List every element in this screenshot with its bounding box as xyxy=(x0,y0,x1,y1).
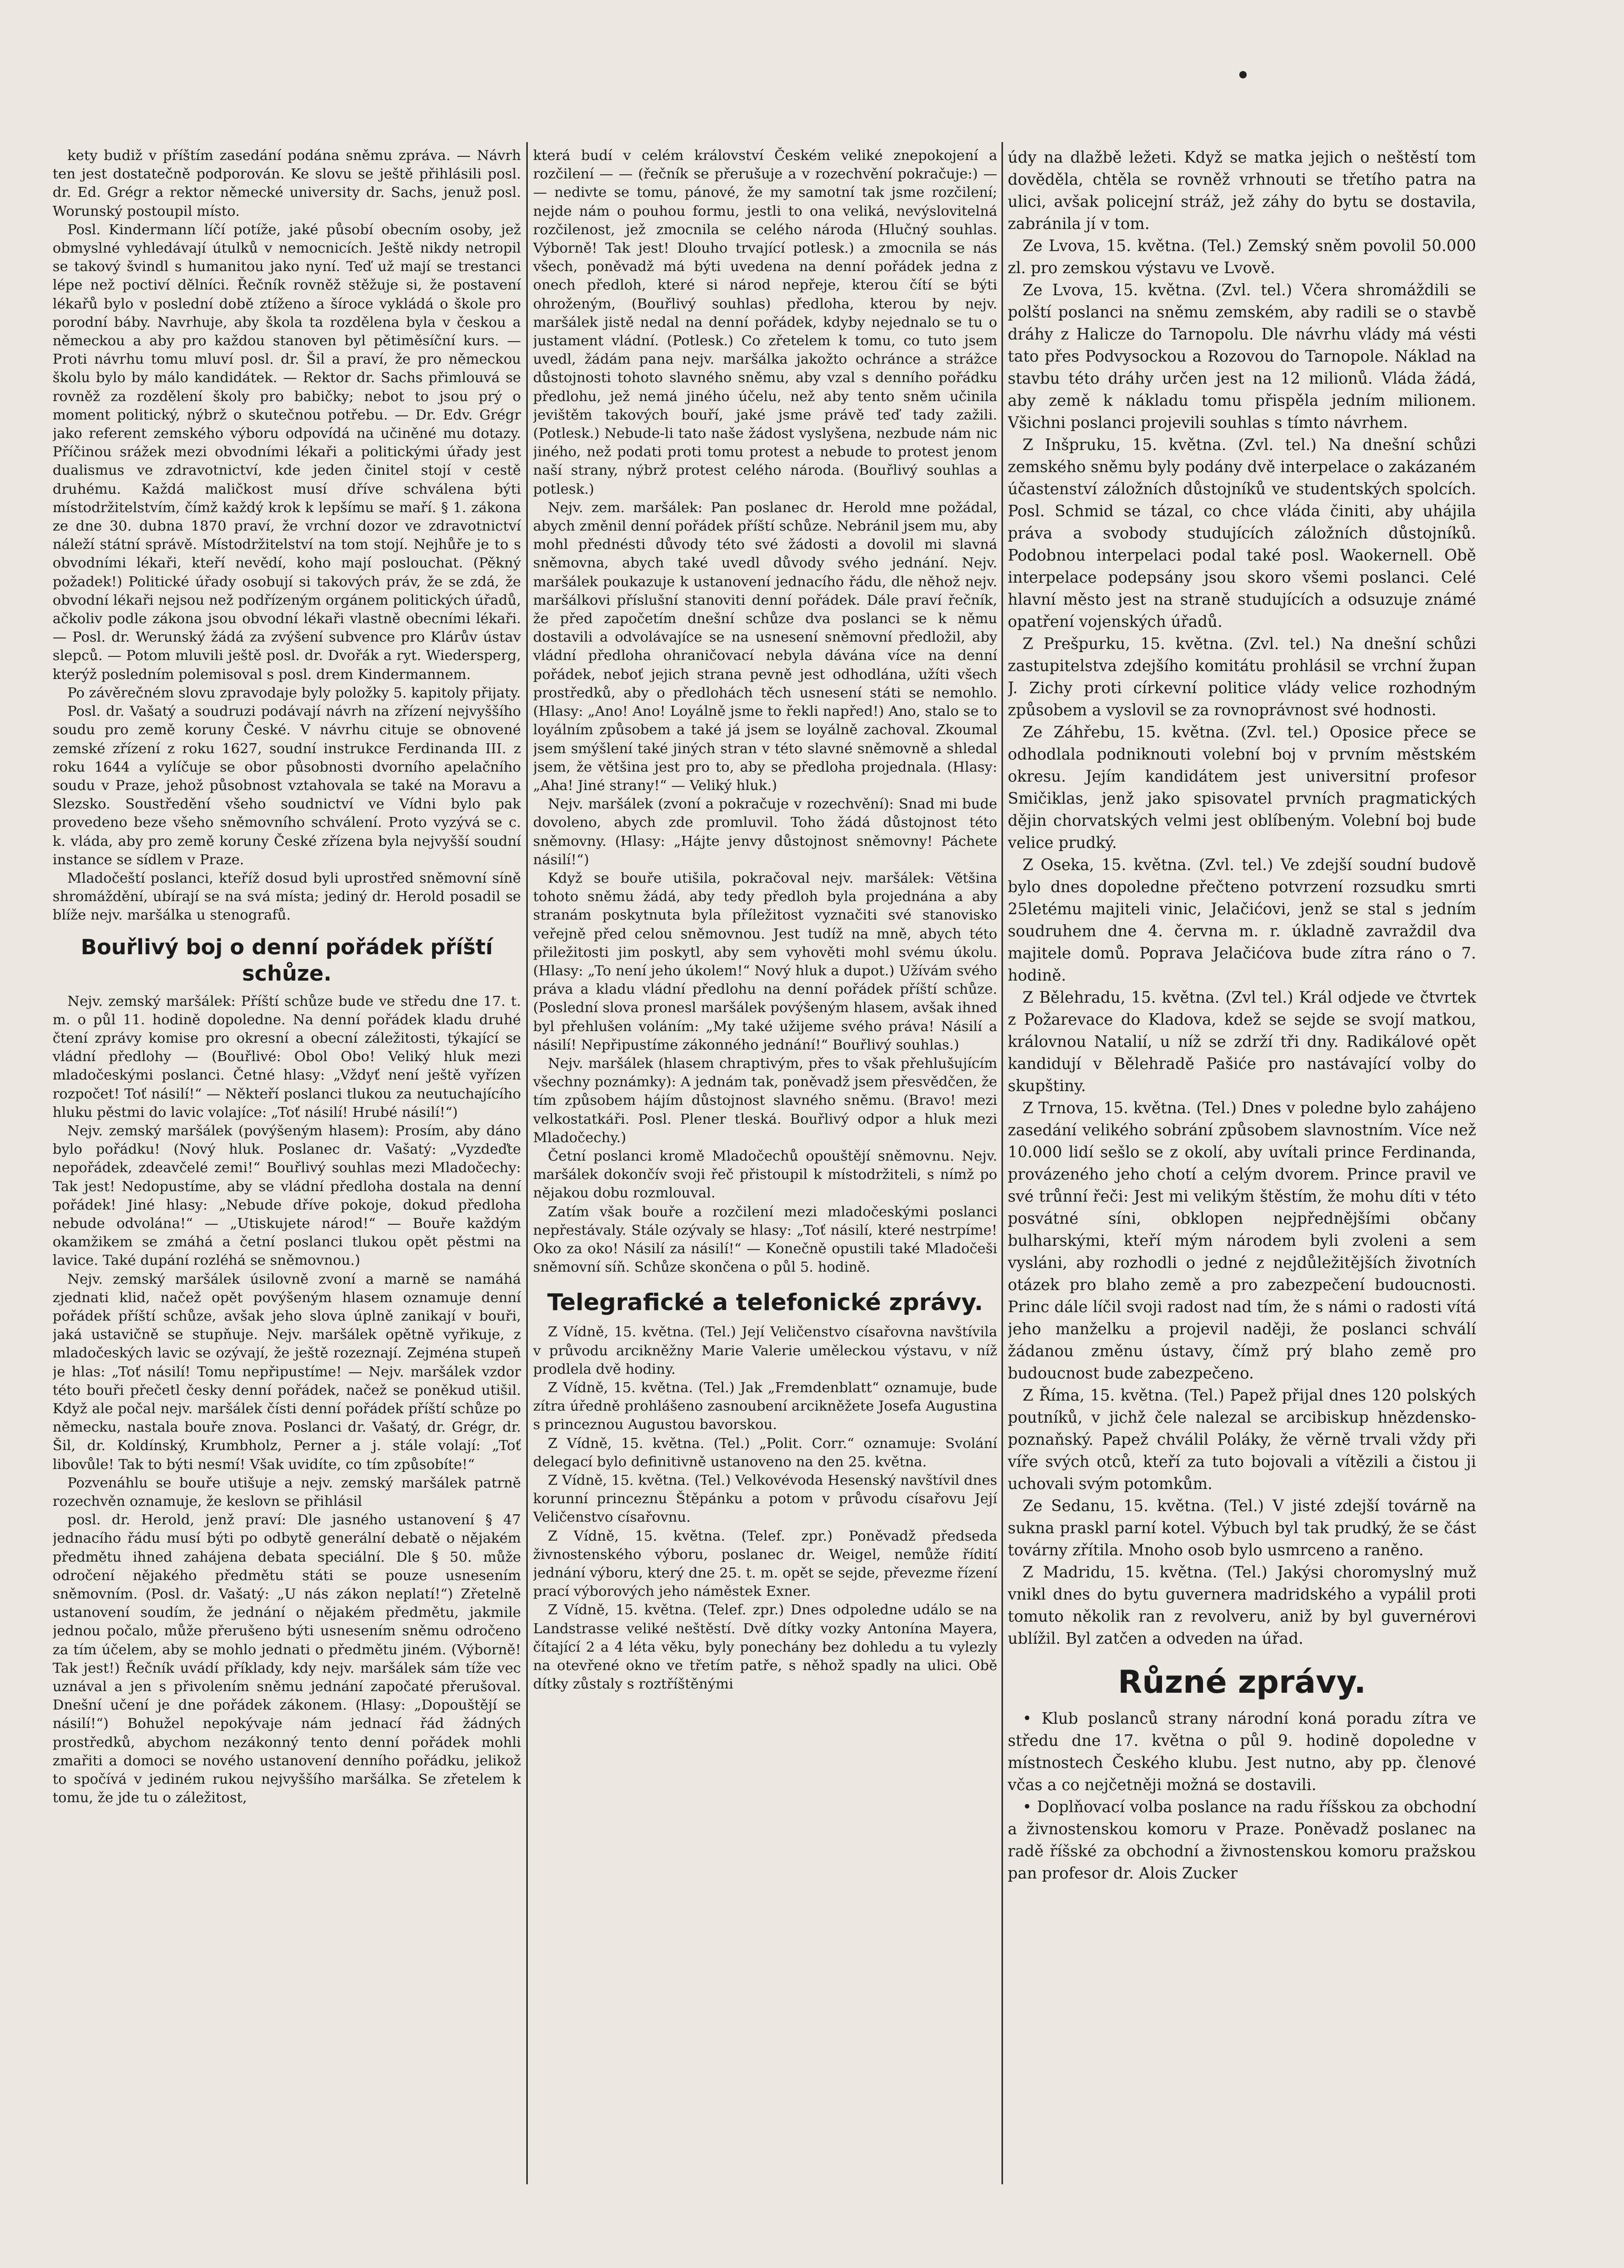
column-2 xyxy=(533,146,997,2231)
column-rule-2 xyxy=(1001,142,1003,2184)
news-item: • Doplňovací volba poslance na radu říšskou za obchodní a živnostenskou komoru v Praze. Poněvadž poslanec na radě říšské za obchodní a živnostenskou komoru pražskou pan profesor dr. Alois Zucker xyxy=(1008,1798,1476,1882)
column-rule-1 xyxy=(526,142,528,2184)
telegram-item: Ze Lvova, 15. května. (Zvl. tel.) Včera shromáždili se polští poslanci na sněmu zemském, aby radili se o stavbě dráhy z Halicze do Tarnopolu. Dle návrhu vlády má vésti tato přes Podvysockou a Rozovou do Tarnopole. Náklad na stavbu této dráhy určen jest na 12 milionů. Vláda žádá, aby země k nákladu tomu přispěla jedním milionem. Všichni poslanci projevili souhlas s tímto návrhem. xyxy=(1008,281,1476,432)
paragraph: kety budiž v příštím zasedání podána sněmu zpráva. — Návrh ten jest dostatečně podporován. Ke slovu se ještě přihlásili posl. dr. Ed. Grégr a rektor německé university dr. Sachs, jenuž posl. Worunský postoupil místo. xyxy=(53,147,521,219)
paragraph: Posl. dr. Vašatý a soudruzi podávají návrh na zřízení nejvyššího soudu pro země koruny České. V návrhu cituje se obnovené zemské zřízení z roku 1627, soudní instrukce Ferdinanda III. z roku 1644 a vylíčuje se obor působnosti dvorního apelačního soudu v Praze, jehož působnost vztahovala se také na Moravu a Slezsko. Soustředění všeho soudnictví ve Vídni bylo pak provedeno beze všeho sněmovního schválení. Proto vyzývá se c. k. vláda, aby pro země koruny České zřízena byla nejvyšší soudní instance se sídlem v Praze. xyxy=(53,703,521,868)
telegram-item: Z Vídně, 15. května. (Tel.) Jak „Fremdenblatt“ oznamuje, bude zítra úředně prohlášeno zasnoubení arcikněžete Josefa Augustina s princeznou Augustou bavorskou. xyxy=(533,1380,997,1433)
paragraph: Po závěrečném slovu zpravodaje byly položky 5. kapitoly přijaty. xyxy=(67,684,521,701)
paragraph: Pozvenáhlu se bouře utišuje a nejv. zemský maršálek patrně rozechvěn oznamuje, že keslovn se přihlásil xyxy=(53,1474,521,1510)
news-item: • Klub poslanců strany národní koná poradu zítra ve středu dne 17. května o půl 9. hodině dopoledne v místnostech Českého klubu. Jest nutno, aby pp. členové včas a co nejčetněji možná se dostavili. xyxy=(1008,1710,1476,1794)
paragraph: Nejv. zemský maršálek (povýšeným hlasem): Prosím, aby dáno bylo pořádku! (Nový hluk. Poslanec dr. Vašatý: „Vyzdeďte nepořádek, zdeavčelé zemi!“ Bouřlivý souhlas mezi Mladočechy: Tak jest! Nedopustíme, aby se vládní předloha dostala na denní pořádek! Jiné hlasy: „Nebude dříve pokoje, dokud předloha nebude odvolána!“ — „Utiskujete národ!“ — Bouře každým okamžikem se zmáhá a četní poslanci tlukou opět pěstmi na lavice. Také dupání rozléhá se sněmovnou.) xyxy=(53,1122,521,1269)
paragraph: Nejv. zemský maršálek úsilovně zvoní a marně se namáhá zjednati klid, načež opět povýšeným hlasem oznamuje denní pořádek příští schůze, avšak jeho slova úplně zanikají v bouři, jaká ustavičně se stupňuje. Nejv. maršálek opětně vyřikuje, z mladočeských lavic se ozývají, že ještě rozeznají. Zejména stupeň je hlas: „Toť násilí! Tomu nepřipustíme! — Nejv. maršálek vzdor této bouři přečetl česky denní pořádek, načež se poněkud utišil. Když ale počal nejv. maršálek čísti denní pořádek příští schůze po německu, nastala bouře znova. Poslanci dr. Vašatý, dr. Grégr, dr. Šil, dr. Koldínský, Krumbholz, Perner a j. stále volají: „Toť libovůle! Tak to býti nesmí! Však uvidíte, co tím způsobíte!“ xyxy=(53,1271,521,1473)
paragraph: údy na dlažbě ležeti. Když se matka jejich o neštěstí tom dověděla, chtěla se rovněž vrhnouti se třetího patra na ulici, avšak policejní stráž, jež záhy do bytu se dostavila, zabránila jí v tom. xyxy=(1008,148,1476,233)
ink-dot xyxy=(1239,71,1247,78)
section-heading: Různé zprávy. xyxy=(1118,1664,1366,1701)
telegram-item: Z Vídně, 15. května. (Telef. zpr.) Dnes odpoledne událo se na Landstrasse veliké neštěstí. Dvě dítky vozky Antonína Mayera, čítající 2 a 4 léta věku, byly ponechány bez dohledu a tu vylezly na otevřené okno ve třetím patře, s něhož spadly na ulici. Obě dítky zůstaly s roztříštěnými xyxy=(533,1602,997,1693)
paragraph: posl. dr. Herold, jenž praví: Dle jasného ustanovení § 47 jednacího řádu musí býti po odbytě generální debatě o nějakém předmětu ihned zahájena debata speciální. Dle § 50. může odročení nějakého předmětu státi se pouze usnesením sněmovním. (Posl. dr. Vašatý: „U nás zákon neplatí!“) Zřetelně ustanovení soudím, že jednání o nějakém předmětu, jakmile jednou počalo, může přerušeno býti usnesením sněmu odročeno za tím účelem, aby se mohlo jednati o předmětu jiném. (Výborně! Tak jest!) Řečník uvádí příklady, kdy nejv. maršálek sám tíže vec uznával a jen s přivolením sněmu jednání započaté přerušoval. Dnešní učení je dne pořádek zákonem. (Hlasy: „Dopouštějí se násilí!“) Bohužel nepokývaje nám jednací řád žádných prostředků, abychom nezákonný tento denní pořádek mohli zmařiti a domoci se nového ustanovení denního pořádku, jelikož to spočívá v jediném rukou nejvyššího maršálka. Se zřetelem k tomu, že jde tu o záležitost, xyxy=(53,1512,521,1806)
telegram-item: Z Vídně, 15. května. (Tel.) „Polit. Corr.“ oznamuje: Svolání delegací bylo definitivně ustanoveno na den 25. května. xyxy=(533,1435,997,1470)
paragraph: Nejv. maršálek (zvoní a pokračuje v rozechvění): Snad mi bude dovoleno, abych zde promluvil. Toho žádá důstojnost této sněmovny. (Hlasy: „Hájte jenvy důstojnost sněmovny! Páchete násilí!“) xyxy=(533,796,997,868)
paragraph: Nejv. zem. maršálek: Pan poslanec dr. Herold mne požádal, abych změnil denní pořádek příští schůze. Nebránil jsem mu, aby mohl přednésti důvody této své žádosti a dovolil mi slavná sněmovna, abych také uvedl důvody svého jednání. Nejv. maršálek poukazuje k ustanovení jednacího řádu, dle něhož nejv. maršálkovi příslušní stanoviti denní pořádek. Dále praví řečník, že před započetím dnešní schůze dva poslanci se k němu dostavili a odvolávajíce se na usnesení sněmovní předložil, aby vládní předloha ohraničovací nebyla dávána více na denní pořádek, neboť jejich strana pevně jest odhodlána, užíti všech prostředků, aby o předlohách těch usnesení státi se nemohlo. (Hlasy: „Ano! Ano! Loyálně jsme to řekli napřed!) Ano, stalo se to loyálním způsobem a také já jsem se loyálně zachoval. Zkoumal jsem smýšlení také jiných stran v této slavné sněmovně a shledal jsem, že většina jest pro to, aby se předloha projednala. (Hlasy: „Aha! Jiné strany!“ — Veliký hluk.) xyxy=(533,499,997,794)
paragraph: která budí v celém království Českém veliké znepokojení a rozčilení — — (řečník se přerušuje a v rozechvění pokračuje:) — — nedivte se tomu, pánové, že my samotní tak jsme rozčilení; nejde nám o pouhou formu, jestli to ona veliká, nevýslovitelná rozčilenost, jež zmocnila se celého národa (Hlučný souhlas. Výborně! Tak jest! Dlouho trvající potlesk.) a zmocnila se nás všech, poněvadž má býti uvedena na denní pořádek jedna z onech předloh, které si národ nepřeje, kterou čítí se býti ohroženým, (Bouřlivý souhlas) předloha, kterou by nejv. maršálek jistě nedal na denní pořádek, kdyby nejednalo se tu o justament vládní. (Potlesk.) Co zřetelem k tomu, co tuto jsem uvedl, žádám pana nejv. maršálka jakožto ochránce a strážce důstojnosti tohoto slavného sněmu, aby vzal s denního pořádku předlohu, jež nemá jiného účelu, než aby tento sněm učinila jevištěm takových bouří, jaké jsme právě teď tady zažili. (Potlesk.) Nebude-li tato naše žádost vyslyšena, nezbude nám nic jiného, než podati proti tomu protest a nebude to protest jenom naší strany, nýbrž protest celého národa. (Bouřlivý souhlas a potlesk.) xyxy=(533,147,997,497)
telegram-item: Z Trnova, 15. května. (Tel.) Dnes v poledne bylo zahájeno zasedání velikého sobrání způsobem slavnostním. Více než 10.000 lidí sešlo se z okolí, aby uvítali prince Ferdinanda, provázeného jeho chotí a celým dvorem. Prince pravil ve své trůnní řeči: Jest mi velikým štěstím, že mohu díti v této posvátné síni, obklopen nejpřednějšími občany bulharskými, kteří mým národem byli zvoleni a sem vysláni, aby rozhodli o jedné z nejdůležitějších životních otázek pro blaho země a pro zabezpečení budoucnosti. Princ dále líčil svoji radost nad tím, že s námi o radosti vítá jeho manželku a projevil naději, že poslanci schválí žádanou změnu ústavy, čímž prý blaho země pro budoucnost bude zabezpečeno. xyxy=(1008,1099,1476,1382)
paragraph: Posl. Kindermann líčí potíže, jaké působí obecním osoby, jež obmyslné vyhledávají útulků v nemocnicích. Ještě nikdy netropil se takový švindl s humanitou jako nyní. Teď už mají se trestanci lépe než poctiví dělníci. Řečník rovněž stěžuje si, že postavení lékařů bylo v poslední době ztíženo a šíroce vykládá o škole pro porodní báby. Navrhuje, aby škola ta rozdělena byla v českou a německou a aby pro každou stanoven byl pětiměsíční kurs. — Proti návrhu tomu mluví posl. dr. Šil a praví, že pro německou školu bylo by málo kandidátek. — Rektor dr. Sachs přimlouvá se rovněž za rozdělení školy pro babičky; nebot to jsou prý o moment politický, nýbrž o skutečnou potřebu. — Dr. Edv. Grégr jako referent zemského výboru odpovídá na učiněné mu dotazy. Příčinou srážek mezi obvodními lékaři a politickými úřady jest dualismus ve zdravotnictví, kde jeden činitel stojí v cestě druhému. Každá maličkost musí dříve schválena býti místodržitelstvím, čímž každý krok k lepšímu se maří. § 1. zákona ze dne 30. dubna 1870 praví, že vrchní dozor ve zdravotnictví náleží státní správě. Místodržitelství na tom stojí. Nejhůře je to s obvodními lékaři, kteří nevědí, koho mají poslouchat. (Pěkný požadek!) Politické úřady osobují si takových práv, že se zdá, že obvodní lékaři nejsou než podřízeným orgánem politických úřadů, ačkoliv podle zákona jsou obvodní lékaři vlastně obecními lékaři. — Posl. dr. Werunský žádá za zvýšení subvence pro Klárův ústav slepců. — Potom mluvili ještě posl. dr. Dvořák a ryt. Wiedersperg, kterýž posledním polemisoval s posl. drem Kindermannem. xyxy=(53,221,521,683)
paragraph: Nejv. maršálek (hlasem chraptivým, přes to však přehlušujícím všechny poznámky): A jednám tak, poněvadž jsem přesvědčen, že tím způsobem hájím důstojnost slavného sněmu. (Bravo! mezi velkostatkáři. Posl. Plener tleská. Bouřlivý odpor a hluk mezi Mladočechy.) xyxy=(533,1055,997,1146)
telegram-item: Ze Lvova, 15. května. (Tel.) Zemský sněm povolil 50.000 zl. pro zemskou výstavu ve Lvově. xyxy=(1008,237,1476,277)
telegram-item: Z Vídně, 15. května. (Tel.) Její Veličenstvo císařovna navštívila v průvodu arcikněžny Marie Valerie uměleckou výstavu, v níž prodlela dvě hodiny. xyxy=(533,1324,997,1377)
paragraph: Mladočeští poslanci, kteříž dosud byli uprostřed sněmovní síně shromáždění, ubírají se na svá místa; jediný dr. Herold posadil se blíže nejv. maršálka u stenografů. xyxy=(53,870,521,924)
paragraph: Nejv. zemský maršálek: Příští schůze bude ve středu dne 17. t. m. o půl 11. hodině dopoledne. Na denní pořádek kladu druhé čtení zprávy komise pro okresní a obecní záležitosti, týkající se vládní předlohy — (Bouřlivé: Obol Obo! Veliký hluk mezi mladočeskými poslanci. Četné hlasy: „Vždyť není ještě vyřízen rozpočet! Toť násilí!“ — Někteří poslanci tlukou za neutuchajícího hluku pěstmi do lavic volajíce: „Toť násilí! Hrubé násilí!“) xyxy=(53,993,521,1121)
section-heading: Telegrafické a telefonické zprávy. xyxy=(547,1289,984,1316)
telegram-item: Z Bělehradu, 15. května. (Zvl tel.) Král odjede ve čtvrtek z Požarevace do Kladova, kdež se sejde se svojí matkou, královnou Natalií, u níž se zdrží tři dny. Radikálové opět kandidují v Bělehradě Pašiće pro nastávající volby do skupštiny. xyxy=(1008,988,1476,1095)
telegram-item: Ze Záhřebu, 15. května. (Zvl. tel.) Oposice přece se odhodlala podniknouti volební boj v prvním městském okresu. Jejím kandidátem jest universitní profesor Smičiklas, jenž jako spisovatel prvních pragmatických dějin chorvatských velmi jest oblíbeným. Volební boj bude velice prudký. xyxy=(1008,723,1476,852)
paragraph: Když se bouře utišila, pokračoval nejv. maršálek: Většina tohoto sněmu žádá, aby tedy předloh byla projednána a aby stranám poskytnuta byla příležitost vyznačiti své stanovisko veřejně před celou sněmovnou. Jest tudíž na mně, abych této přiležitosti jim poskytl, aby sem vyhověti mohl svému úkolu. (Hlasy: „To není jeho úkolem!“ Nový hluk a dupot.) Užívám svého práva a kladu vládní předlohu na denní pořádek příští schůze. (Poslední slova pronesl maršálek povýšeným hlasem, avšak ihned byl přehlušen voláním: „My také užijeme svého práva! Násilí a násilí! Nepřipustíme zákonného jednání!“ Bouřlivý souhlas.) xyxy=(533,870,997,1053)
telegram-item: Z Vídně, 15. května. (Telef. zpr.) Poněvadž předseda živnostenského výboru, poslanec dr. Weigel, nemůže řídití jednání výboru, který dne 25. t. m. opět se sejde, převezme řízení prací výborových jeho náměstek Exner. xyxy=(533,1527,997,1600)
telegram-item: Z Prešpurku, 15. května. (Zvl. tel.) Na dnešní schůzi zastupitelstva zdejšího komitátu prohlásil se vrchní župan J. Zichy proti církevní politice vlády velice rozhodným způsobem a vyslovil se za rovnoprávnost své hodnosti. xyxy=(1008,635,1476,719)
telegram-item: Z Vídně, 15. května. (Tel.) Velkovévoda Hesenský navštívil dnes korunní princeznu Štěpánku a potom v průvodu císařovu Její Veličenstvo císařovnu. xyxy=(533,1472,997,1526)
telegram-item: Z Madridu, 15. května. (Tel.) Jakýsi choromyslný muž vnikl dnes do bytu guvernera madridského a vypálil proti tomuto několik ran z revolveru, aniž by byl guvernérovi ublížil. Byl zatčen a odveden na úřad. xyxy=(1008,1563,1476,1647)
telegram-item: Z Inšpruku, 15. května. (Zvl. tel.) Na dnešní schůzi zemského sněmu byly podány dvě interpelace o zakázaném účastenství záložních důstojníků ve studentských spolcích. Posl. Schmid se tázal, co chce vláda činiti, aby uhájila práva a svobody studujících záložních důstojníků. Podobnou interpelaci podal také posl. Waokernell. Obě interpelace podepsány jsou skoro všemi poslanci. Celé hlavní město jest na straně studujících a odsuzuje známé opatření vojenských úřadů. xyxy=(1008,436,1476,631)
section-heading: Bouřlivý boj o denní pořádek příští schůze. xyxy=(81,935,493,986)
column-1 xyxy=(53,146,521,2231)
telegram-item: Z Říma, 15. května. (Tel.) Papež přijal dnes 120 polských poutníků, v jichž čele nalezal se arcibiskup hnězdensko-poznaňský. Papež chválil Poláky, že věrně trvali vždy při víře svých otců, kteří za tuto bojovali a vítězili a čistou ji uchovali svým potomkům. xyxy=(1008,1386,1476,1493)
paragraph: Četní poslanci kromě Mladočechů opouštějí sněmovnu. Nejv. maršálek dokončív svoji řeč přistoupil k místodržiteli, s nímž po nějakou dobu rozmlouval. xyxy=(533,1147,997,1202)
telegram-item: Z Oseka, 15. května. (Zvl. tel.) Ve zdejší soudní budově bylo dnes dopoledne přečteno potvrzení rozsudku smrti 25letému majiteli vinic, Jelačićovi, jenž se stal s jedním soudruhem dne 4. června m. r. úkladně zavraždil dva majitele domů. Poprava Jelačićova bude zítra ráno o 7. hodině. xyxy=(1008,856,1476,984)
paragraph: Zatím však bouře a rozčilení mezi mladočeskými poslanci nepřestávaly. Stále ozývaly se hlasy: „Toť násilí, které nestrpíme! Oko za oko! Násilí za násilí!“ — Konečně opustili také Mladočeši sněmovní síň. Schůze skončena o půl 5. hodině. xyxy=(533,1203,997,1276)
column-3 xyxy=(1008,146,1476,2231)
telegram-item: Ze Sedanu, 15. května. (Tel.) V jisté zdejší továrně na sukna praskl parní kotel. Výbuch byl tak prudký, že se část továrny zřítila. Mnoho osob bylo usmrceno a raněno. xyxy=(1008,1497,1476,1559)
